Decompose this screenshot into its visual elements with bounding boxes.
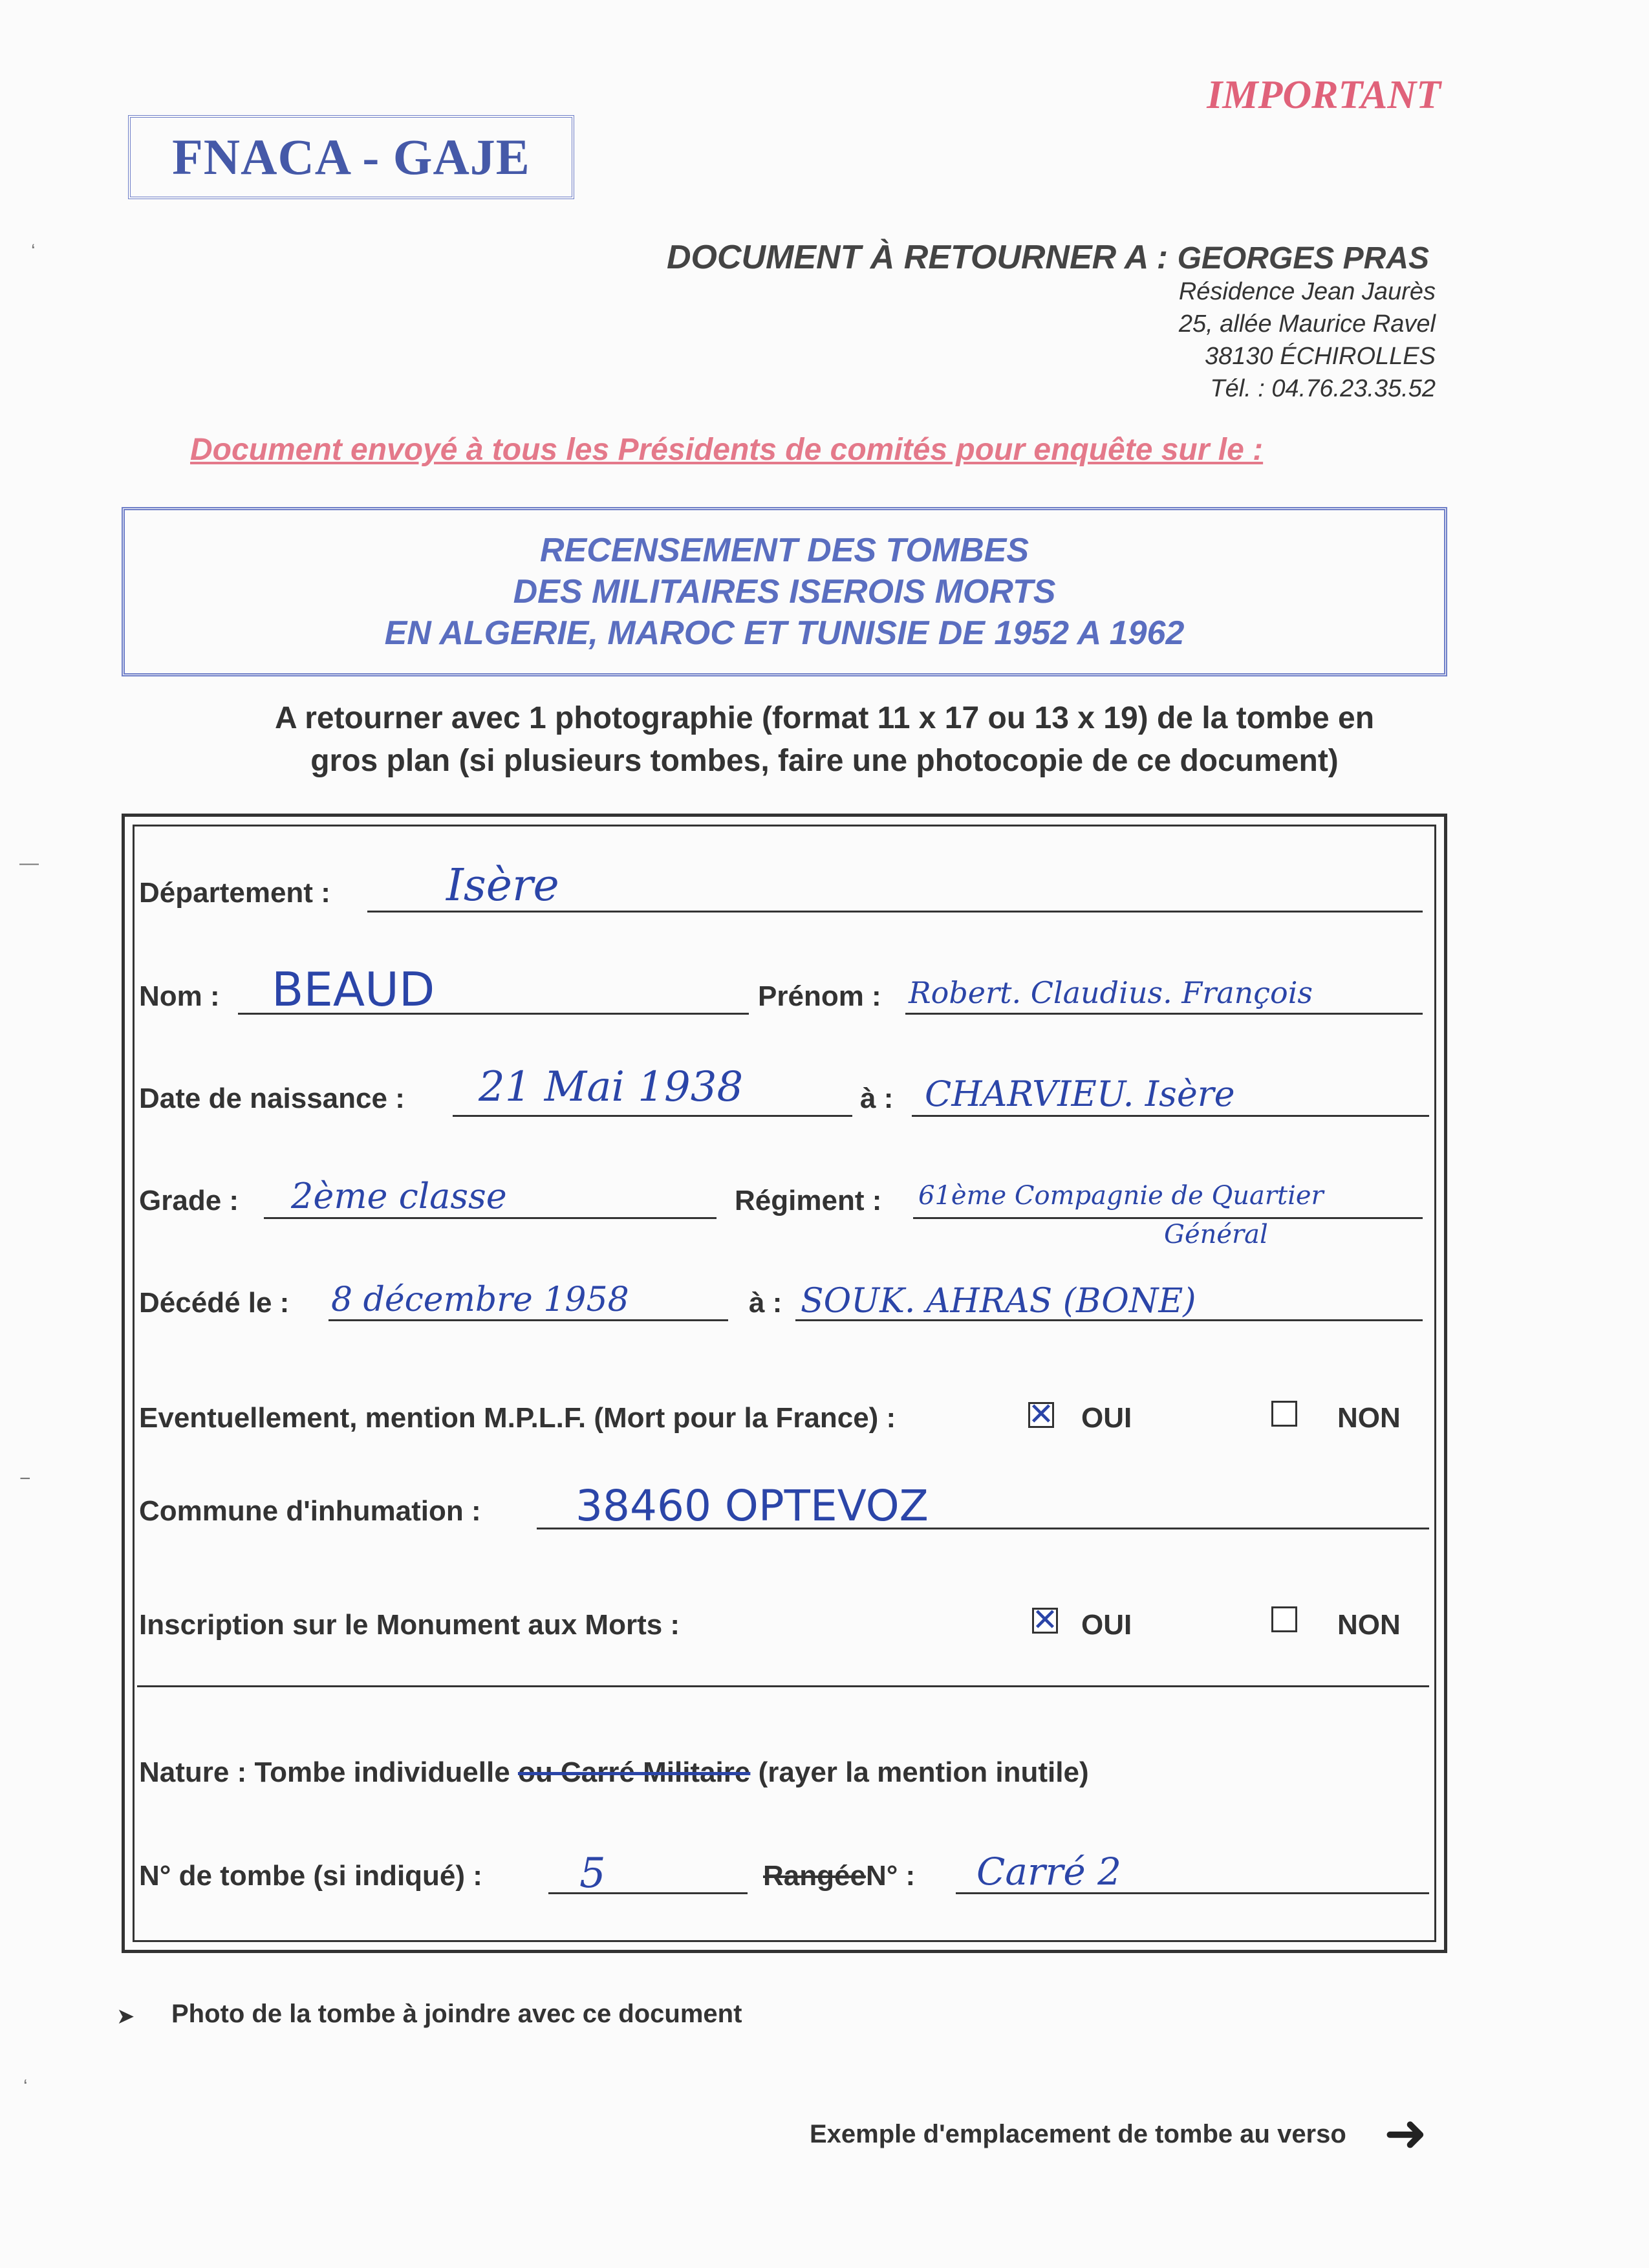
organization-logo: FNACA - GAJE (172, 129, 530, 185)
naissance-lieu-value[interactable]: CHARVIEU. Isère (925, 1074, 1235, 1114)
photo-note: Photo de la tombe à joindre avec ce document (171, 2000, 742, 2028)
grade-value[interactable]: 2ème classe (291, 1176, 507, 1216)
instructions-line-1: A retourner avec 1 photographie (format 11 x 17 ou 13 x 19) de la tombe en (274, 701, 1375, 735)
mplf-oui-checkbox[interactable]: ✕ (1028, 1398, 1055, 1432)
grade-line (264, 1217, 717, 1219)
tombe-line (548, 1892, 748, 1894)
prenom-label: Prénom : (758, 980, 881, 1012)
mplf-label: Eventuellement, mention M.P.L.F. (Mort pour la France) : (139, 1402, 896, 1434)
regiment-value[interactable]: 61ème Compagnie de Quartier (918, 1181, 1324, 1211)
instructions-line-2: gros plan (si plusieurs tombes, faire une photocopie de ce document) (310, 744, 1339, 778)
mplf-oui-label: OUI (1081, 1402, 1132, 1434)
margin-mark: ‘ (23, 2076, 28, 2097)
naissance-line (453, 1115, 852, 1117)
prenom-line (905, 1013, 1423, 1015)
instructions (0, 697, 1649, 783)
nature-label: Nature : Tombe individuelle (139, 1756, 510, 1788)
commune-label: Commune d'inhumation : (139, 1495, 481, 1527)
deces-value[interactable]: 8 décembre 1958 (331, 1280, 629, 1319)
regiment-line (913, 1217, 1423, 1219)
title-line-3: EN ALGERIE, MAROC ET TUNISIE DE 1952 A 1962 (384, 614, 1185, 652)
nom-value[interactable]: BEAUD (272, 962, 435, 1017)
deces-lieu-value[interactable]: SOUK. AHRAS (BONE) (801, 1282, 1196, 1321)
sent-to-note: Document envoyé à tous les Présidents de comités pour enquête sur le : (190, 433, 1264, 467)
deces-line (329, 1319, 728, 1321)
commune-value[interactable]: 38460 OPTEVOZ (576, 1481, 929, 1531)
monument-oui-checkbox[interactable]: ✕ (1031, 1603, 1059, 1637)
important-label: IMPORTANT (1207, 73, 1441, 117)
title-line-2: DES MILITAIRES ISEROIS MORTS (513, 573, 1056, 610)
margin-mark: ‘ (31, 241, 36, 262)
monument-label: Inscription sur le Monument aux Morts : (139, 1609, 680, 1641)
nature-line (139, 1756, 1089, 1789)
margin-mark: − (19, 1468, 31, 1489)
regiment-value-2[interactable]: Général (1164, 1220, 1268, 1249)
verso-note: Exemple d'emplacement de tombe au verso (810, 2120, 1346, 2148)
address-line-2: 25, allée Maurice Ravel (1178, 310, 1436, 338)
monument-oui-label: OUI (1081, 1609, 1132, 1641)
return-to-name: GEORGES PRAS (1177, 241, 1429, 275)
title-line-1: RECENSEMENT DES TOMBES (539, 532, 1029, 569)
naissance-a-label: à : (860, 1083, 894, 1114)
nom-label: Nom : (139, 980, 220, 1012)
monument-non-checkbox[interactable] (1271, 1606, 1297, 1632)
tombe-value[interactable]: 5 (579, 1850, 606, 1897)
tombe-label: N° de tombe (si indiqué) : (139, 1860, 482, 1892)
margin-mark: — (19, 852, 39, 874)
grade-label: Grade : (139, 1185, 239, 1216)
right-arrow-icon: ➜ (1384, 2104, 1428, 2162)
monument-non-label: NON (1337, 1609, 1401, 1641)
prenom-value[interactable]: Robert. Claudius. François (909, 975, 1313, 1010)
rang-struck: Rangée (763, 1860, 866, 1892)
mplf-non-checkbox[interactable] (1271, 1401, 1297, 1427)
return-to-label: DOCUMENT À RETOURNER A : (666, 239, 1169, 276)
naissance-value[interactable]: 21 Mai 1938 (479, 1063, 744, 1111)
address-line-1: Résidence Jean Jaurès (1178, 278, 1436, 305)
rang-no-label: N° : (865, 1860, 916, 1892)
rang-value[interactable]: Carré 2 (976, 1850, 1122, 1894)
bullet-arrow-icon: ➤ (116, 2004, 135, 2029)
departement-label: Département : (139, 877, 330, 909)
return-to-heading (667, 238, 1429, 277)
address-line-3: 38130 ÉCHIROLLES (1205, 343, 1436, 370)
nature-instruction: (rayer la mention inutile) (758, 1756, 1089, 1788)
naissance-label: Date de naissance : (139, 1083, 405, 1114)
title-box (122, 507, 1447, 676)
monument-line (137, 1685, 1429, 1687)
rang-label (763, 1860, 915, 1892)
nature-struck-option: ou Carré Militaire (517, 1756, 751, 1788)
mplf-non-label: NON (1337, 1402, 1401, 1434)
departement-value[interactable]: Isère (446, 860, 559, 911)
regiment-label: Régiment : (735, 1185, 882, 1216)
deces-a-label: à : (749, 1287, 782, 1319)
address-phone: Tél. : 04.76.23.35.52 (1210, 375, 1436, 402)
naissance-lieu-line (912, 1115, 1429, 1117)
organization-logo-box (128, 115, 574, 199)
deces-label: Décédé le : (139, 1287, 290, 1319)
